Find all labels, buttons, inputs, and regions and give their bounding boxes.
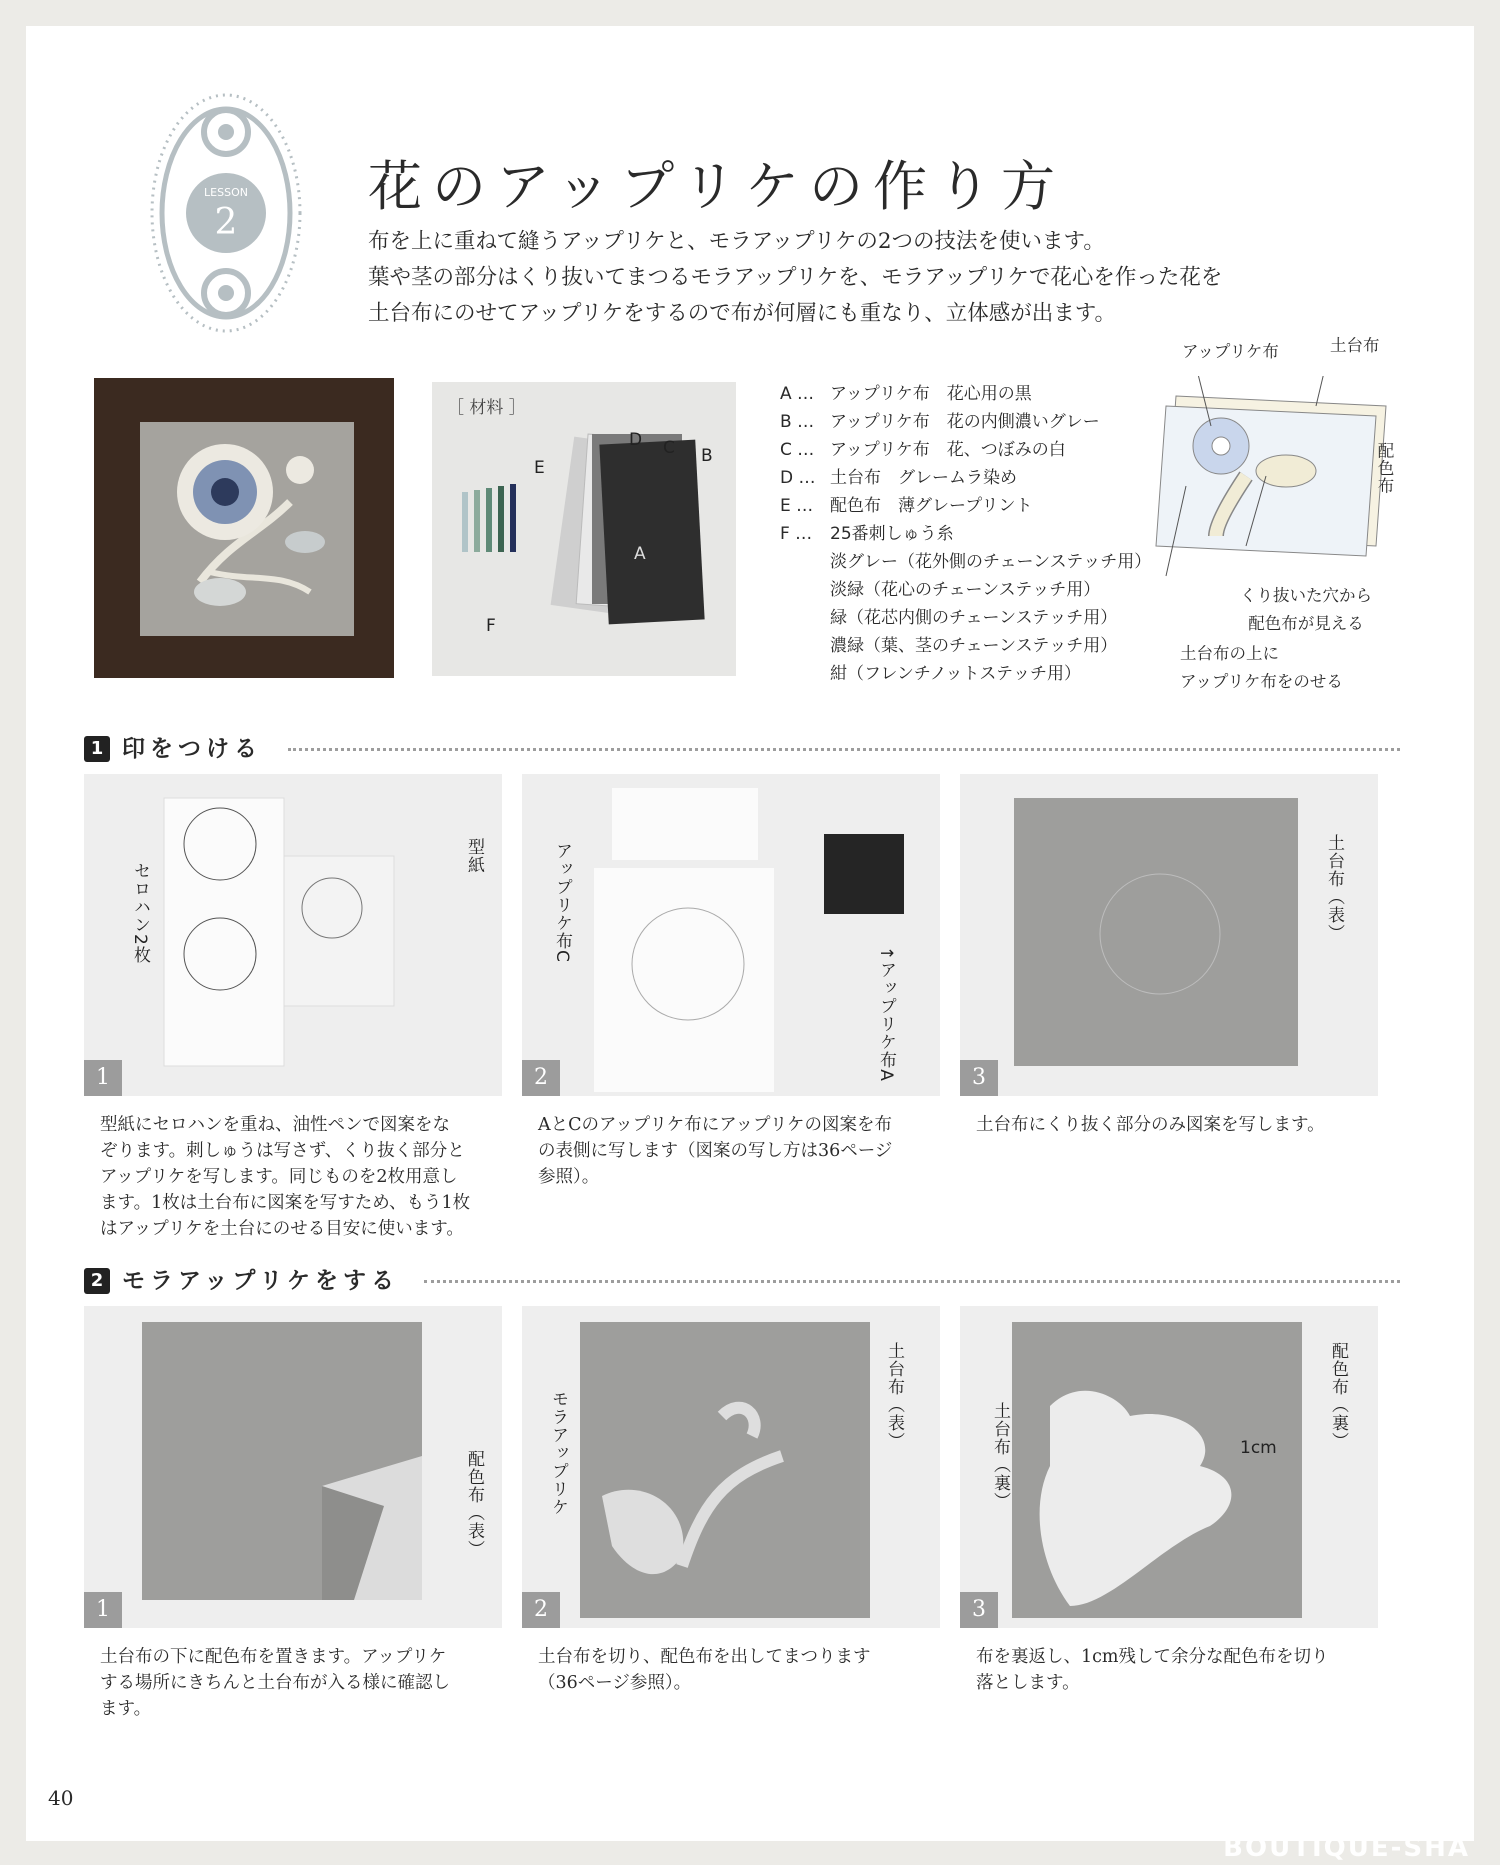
- material-letter-f: F: [486, 616, 496, 636]
- material-row: F … 25番刺しゅう糸: [780, 524, 954, 544]
- lesson-word: LESSON: [204, 186, 248, 199]
- section-2-step-3-photo: [960, 1306, 1378, 1628]
- section-1-step-1-caption: 型紙にセロハンを重ね、油性ペンで図案をな ぞります。刺しゅうは写さず、くり抜く部分と アップリケを写します。同じものを2枚用意し ます。1枚は土台布に図案を写すため、もう1枚 はアップリケを土台にのせる目安に使います。: [100, 1115, 471, 1239]
- thread-row: 紺（フレンチノットステッチ用）: [830, 664, 1082, 684]
- page-title: 花のアップリケの作り方: [368, 155, 1065, 218]
- section-2-step-2-photo: [522, 1306, 940, 1628]
- material-row: E … 配色布 薄グレープリント: [780, 496, 1033, 516]
- label-1cm: 1cm: [1240, 1438, 1277, 1458]
- flower-embroidery-image: [140, 422, 354, 636]
- label-applique-c: アップリケ布C: [552, 842, 572, 963]
- diagram-label-applique: アップリケ布: [1182, 342, 1279, 361]
- page: [26, 26, 1474, 1841]
- layer-diagram: [1136, 376, 1416, 616]
- section-1-number: 1: [84, 736, 110, 762]
- materials-image: [432, 382, 736, 676]
- diagram-label-base: 土台布: [1330, 336, 1380, 355]
- intro-line: 土台布にのせてアップリケをするので布が何層にも重なり、立体感が出ます。: [368, 301, 1116, 326]
- label-base-front: 土台布（表）: [1324, 834, 1344, 942]
- thread-row: 淡グレー（花外側のチェーンステッチ用）: [830, 552, 1152, 572]
- section-2-step-1-caption: 土台布の下に配色布を置きます。アップリケ する場所にきちんと土台布が入る様に確認し ます。: [100, 1647, 450, 1719]
- section-1-divider: [288, 748, 1400, 755]
- section-2-divider: [424, 1280, 1400, 1287]
- material-letter-b: B: [701, 446, 713, 466]
- step-number: 3: [960, 1060, 998, 1096]
- materials-photo: [432, 382, 736, 676]
- label-pattern: 型紙: [464, 838, 484, 874]
- label-mola-applique: モラアップリケ: [548, 1390, 568, 1516]
- thread-row: 淡緑（花心のチェーンステッチ用）: [830, 580, 1101, 600]
- material-letter-c: C: [663, 438, 675, 458]
- thread-row: 緑（花芯内側のチェーンステッチ用）: [830, 608, 1118, 628]
- layered-fabric-image: [84, 1306, 502, 1628]
- step-number: 1: [84, 1592, 122, 1628]
- lesson-badge: [146, 88, 306, 338]
- step-number: 2: [522, 1592, 560, 1628]
- trimmed-back-image: [960, 1306, 1378, 1628]
- publisher-watermark: BOUTIQUE-SHA: [1223, 1833, 1470, 1863]
- base-fabric-image: [960, 774, 1378, 1096]
- label-color-front: 配色布（表）: [464, 1450, 484, 1558]
- material-letter-d: D: [629, 430, 643, 450]
- section-1-heading: 1 印をつける: [84, 730, 262, 763]
- section-2-heading: 2 モラアップリケをする: [84, 1262, 399, 1295]
- intro-line: 葉や茎の部分はくり抜いてまつるモラアップリケを、モラアップリケで花心を作った花を: [368, 265, 1223, 290]
- label-applique-a: ↑アップリケ布A: [876, 946, 896, 1082]
- material-row: D … 土台布 グレームラ染め: [780, 468, 1017, 488]
- step-number: 2: [522, 1060, 560, 1096]
- framed-embroidery-photo: [94, 378, 394, 678]
- diagram-note-1: くり抜いた穴から 配色布が見える: [1240, 586, 1372, 633]
- lesson-number: 2: [214, 202, 238, 243]
- diagram-label-color: 配色布: [1375, 442, 1394, 495]
- section-2-step-1-photo: [84, 1306, 502, 1628]
- material-letter-e: E: [534, 458, 545, 478]
- mola-applique-image: [522, 1306, 940, 1628]
- diagram-note-2: 土台布の上に アップリケ布をのせる: [1180, 644, 1343, 691]
- material-row: B … アップリケ布 花の内側濃いグレー: [780, 412, 1100, 432]
- label-base-front-2: 土台布（表）: [884, 1342, 904, 1450]
- section-1-step-2-caption: AとCのアップリケ布にアップリケの図案を布 の表側に写します（図案の写し方は36ページ 参照）。: [538, 1115, 893, 1187]
- section-1-step-3-caption: 土台布にくり抜く部分のみ図案を写します。: [976, 1115, 1325, 1135]
- section-1-step-3-photo: [960, 774, 1378, 1096]
- section-2-step-3-caption: 布を裏返し、1cm残して余分な配色布を切り 落とします。: [976, 1647, 1329, 1693]
- material-row: A … アップリケ布 花心用の黒: [780, 384, 1032, 404]
- label-color-back: 配色布（裏）: [1328, 1342, 1348, 1450]
- intro-line: 布を上に重ねて縫うアップリケと、モラアップリケの2つの技法を使います。: [368, 229, 1105, 254]
- label-base-back: 土台布（裏）: [990, 1402, 1010, 1510]
- material-letter-a: A: [634, 544, 646, 564]
- material-row: C … アップリケ布 花、つぼみの白: [780, 440, 1066, 460]
- thread-row: 濃緑（葉、茎のチェーンステッチ用）: [830, 636, 1118, 656]
- step-number: 3: [960, 1592, 998, 1628]
- section-2-number: 2: [84, 1268, 110, 1294]
- step-number: 1: [84, 1060, 122, 1096]
- materials-label: ［ 材料 ］: [447, 398, 526, 418]
- label-cellophane: セロハン2枚: [130, 862, 150, 964]
- section-2-step-2-caption: 土台布を切り、配色布を出してまつります （36ページ参照）。: [538, 1647, 871, 1693]
- page-number: 40: [48, 1786, 74, 1810]
- intro-text: [368, 224, 1222, 332]
- materials-list: [780, 380, 1151, 688]
